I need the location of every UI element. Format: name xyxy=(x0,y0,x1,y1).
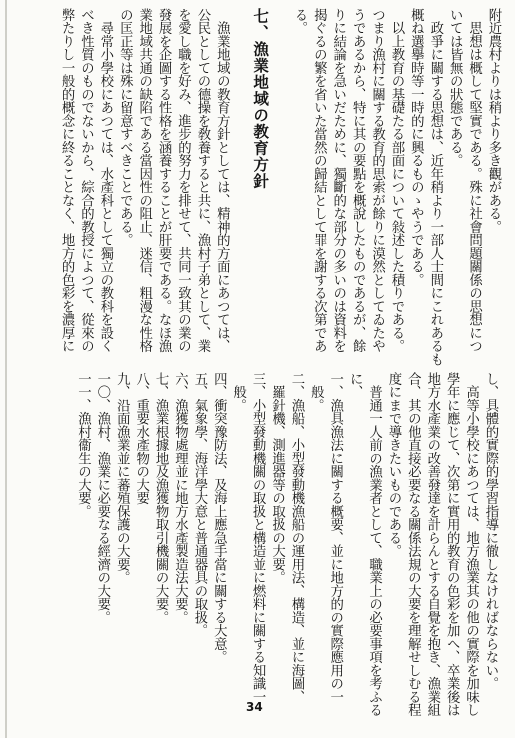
text-line: 八、重要水產物の大要 xyxy=(133,372,149,505)
upper-text-block xyxy=(57,8,503,366)
text-line: 六、漁獲物處理並に地方水產製造法大要。 xyxy=(172,372,188,624)
text-line: 附近農村よりは稍より多き觀がある。 xyxy=(486,8,501,234)
text-line: 高等小學校にあつては、地方漁業其の他の實際を加味し xyxy=(463,372,479,717)
text-line: うであるから、特に其の要點を概說したものであるが、餘 xyxy=(350,8,366,353)
text-line: 七、漁業根據地及漁獲物取引機關の大要。 xyxy=(153,372,169,624)
text-line: 五、氣象學、海洋學大意と普通器具の取扱。 xyxy=(191,372,207,637)
text-line: 尋常小學校にあつては、水產科として獨立の教科を設く xyxy=(97,8,113,353)
page-number: 34 xyxy=(246,700,263,714)
text-line: 學年に應じて、次第に實用的教育の色彩を加へ、卒業後は xyxy=(444,372,460,717)
text-line: 揭ぐるの繁を省いた當然の歸結として罪を謝する次第であ xyxy=(311,8,327,353)
text-line: 發展を企圖する性格を涵養することが肝要である。なほ漁 xyxy=(156,8,172,353)
text-line: 地方水產業の改善發達を計らんとする自覺を抱き、漁業組 xyxy=(424,372,440,717)
text-line: 一一、漁村衞生の大要。 xyxy=(75,372,91,518)
text-line: 業地域共通の缺陷である當因性の阻止、迷信、粗漫な性格 xyxy=(136,8,152,353)
text-line: 四、衝突豫防法、及海上應急手當に關する大意。 xyxy=(211,372,227,664)
text-line: 普通一人前の漁業者として、職業上の必要事項を考ふる xyxy=(366,372,382,717)
text-line: 三、小型發動機關の取扱と構造並に燃料に關する知識一 xyxy=(250,372,266,704)
text-line: 七、漁業地域の教育方針 xyxy=(251,8,271,190)
text-line: 漁業地域の教育方針としては、精神的方面にあつては、 xyxy=(214,8,230,353)
text-line: 公民としての德操を敎養すると共に、漁村子弟として、業 xyxy=(194,8,210,353)
text-line: を愛し職を好み、進步的努力を排せて、共同一致其の業の xyxy=(175,8,191,353)
text-line: 一〇、漁村、漁業に必要なる經濟の大要。 xyxy=(94,372,110,624)
text-line: 羅針機、測進器等の取扱の大要。 xyxy=(269,372,285,584)
text-line: 一、漁具漁法に關する概要、並に地方的の實際應用の一 xyxy=(327,372,343,704)
text-line: 概ね選擧時等一時的に興るものゝやうである。 xyxy=(408,8,424,287)
text-line: 般。 xyxy=(230,372,246,412)
text-line: の匡正等は殊に留意すべきことである。 xyxy=(117,8,133,247)
text-line: べき性質のものでないから、綜合的教授によつて、從來の xyxy=(78,8,94,353)
text-line: 思想は概して堅實である。殊に社會問題關係の思想につ xyxy=(466,8,482,353)
text-line: る。 xyxy=(291,8,307,35)
text-line: し、具體的實際的學習指導に徹しなければならない。 xyxy=(483,372,498,690)
text-line xyxy=(270,8,289,328)
text-line xyxy=(231,8,250,328)
text-line: 般。 xyxy=(308,372,324,412)
text-line: 度にまで導きたいものである。 xyxy=(385,372,401,558)
text-line: りに結論を急いだために、獨斷的な部分の多いのは資料を xyxy=(330,8,346,353)
text-line: に、 xyxy=(347,372,363,399)
text-line: 以上教育の基礎たる部面について敍述した積りである。 xyxy=(388,8,404,353)
text-line: 弊たりし一般的概念に終ることなく、地方的色彩を濃厚に xyxy=(59,8,75,353)
text-line: 二、漁船、小型發動機漁船の運用法、構造、並に海圖、 xyxy=(288,372,304,704)
text-line: 合、其の他直接必要なる關係法規の大要を理解せしむる程 xyxy=(405,372,421,717)
page-edge-shadow xyxy=(5,0,7,738)
text-line: 政爭に關する思想は、近年稍より一部人士間にこれあるも xyxy=(427,8,443,366)
text-line: 九、沿面漁業並に蕃殖保護の大要。 xyxy=(114,372,130,584)
text-line: つまり漁村に關する教育的思索が餘りに漠然としてゐたや xyxy=(369,8,385,353)
text-line: いては皆無の狀態である。 xyxy=(447,8,463,167)
